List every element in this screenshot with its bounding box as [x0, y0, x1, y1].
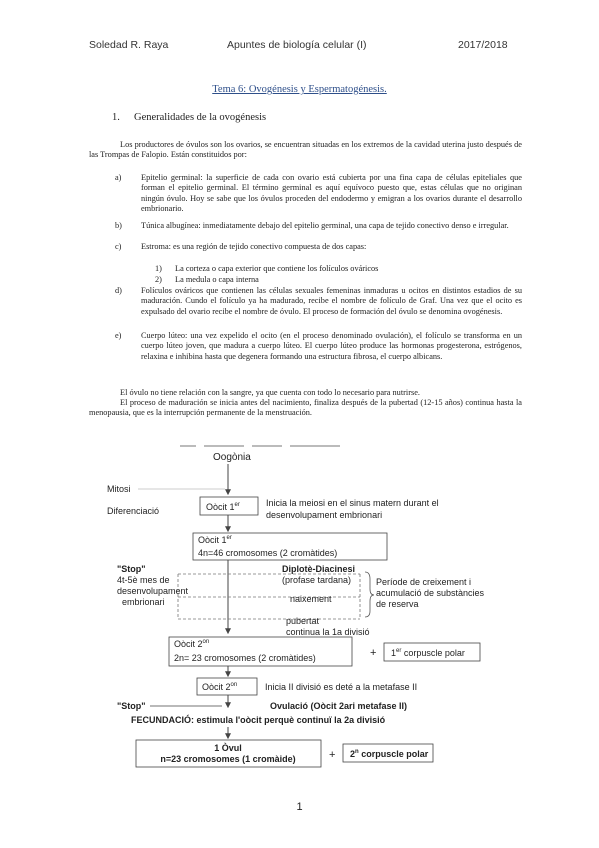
stop1-label: "Stop"	[117, 564, 146, 574]
sub-item-text: La medula o capa interna	[175, 275, 259, 284]
oogenesis-diagram	[0, 447, 599, 777]
section-heading	[112, 112, 266, 123]
pubertat-line2: continua la 1a divisió	[286, 627, 370, 637]
periode-line2: acumulació de substàncies	[376, 588, 485, 598]
list-marker: a)	[115, 173, 122, 182]
section-number: 1.	[112, 112, 120, 123]
plus-1: +	[370, 647, 377, 659]
stop1-line2: desenvolupament	[117, 586, 189, 596]
list-item-text: Cuerpo lúteo: una vez expelido el ocito (en el proceso denominado ovulación), el folículo se transforma en un cuerpo lúteo joven, que madura a cuerpo lúteo. El cuerpo lúteo produce las hormonas progesterona, estrógenos, relaxina e inhibina hasta que degenera formando una estructura fibrosa, el cuerpo albicans.	[141, 331, 522, 361]
profase-label: (profase tardana)	[282, 575, 352, 585]
header-year: 2017/2018	[458, 39, 508, 51]
list-item-text: Túnica albugínea: inmediatamente debajo del epitelio germinal, una capa de tejido conectivo denso e irregular.	[141, 221, 509, 230]
list-item-e	[115, 331, 522, 362]
oocit2b-label: Oòcit $2^{on}$	[202, 682, 238, 692]
inicia-meiosi-line1: Inicia la meiosi en el sinus matern durant el	[266, 498, 439, 508]
page-title: Tema 6: Ovogénesis y Espermatogénesis.	[212, 84, 387, 95]
list-marker: b)	[115, 221, 122, 230]
periode-line3: de reserva	[376, 599, 419, 609]
list-item-d	[115, 286, 522, 317]
naixement-label: naixement	[290, 594, 332, 604]
list-item-a	[115, 173, 522, 215]
oocit1b-label: Oòcit 1er	[198, 535, 232, 545]
faded-caption	[180, 437, 400, 443]
ovul-line2: n=23 cromosomes (1 cromàide)	[160, 754, 296, 764]
diplote-label: Diplotè-Diacinesi	[282, 564, 356, 574]
fecundacio-label: FECUNDACIÓ: estimula l'oòcit perquè continuï la 2a divisió	[131, 715, 386, 725]
sub-item-1	[155, 264, 515, 274]
brace	[365, 572, 374, 617]
sub-marker: 2)	[155, 275, 162, 284]
sub-marker: 1)	[155, 264, 162, 273]
corpuscle1-label: 1er corpuscle polar	[391, 648, 465, 658]
list-item-b	[115, 221, 522, 231]
list-marker: c)	[115, 242, 122, 251]
list-item-c	[115, 242, 522, 252]
pubertat-line1: pubertat	[286, 616, 320, 626]
page-number: 1	[296, 801, 303, 813]
diferenciacio-label: Diferenciació	[107, 506, 160, 516]
list-marker: e)	[115, 331, 122, 340]
ovul-line1: 1 Òvul	[214, 743, 242, 753]
cromosomes23-label: 2n= 23 cromosomes (2 cromàtides)	[174, 653, 316, 663]
cromosomes46-label: 4n=46 cromosomes (2 cromàtides)	[198, 548, 338, 558]
closing-paragraph-2: El proceso de maduración se inicia antes del nacimiento, finaliza después de la pubertad (12-15 años) continua hasta la menopausia, que es la interrupción permanente de la menstruación.	[89, 398, 522, 418]
list-item-text: Folículos ováricos que contienen las células sexuales femeninas inmaduras u ocitos en distintos estadios de su maduración. Cundo el folículo ya ha madurado, recibe el nombre de folículo de Graf. Una vez que el ocito es expulsado del ovario recibe el nombre de óvulo. El proceso de formación del óvulo se denomina ovogénesis.	[141, 286, 522, 316]
inicia2-label: Inicia II divisió es deté a la metafase II	[265, 682, 418, 692]
header-author: Soledad R. Raya	[89, 39, 169, 51]
sub-item-text: La corteza o capa exterior que contiene los folículos ováricos	[175, 264, 379, 273]
inicia-meiosi-line2: desenvolupament embrionari	[266, 510, 383, 520]
stop1-line1: 4t-5è mes de	[117, 575, 170, 585]
ovulacio-label: Ovulació (Oòcit 2ari metafase II)	[270, 701, 408, 711]
header-course: Apuntes de biología celular (I)	[227, 39, 367, 51]
section-title: Generalidades de la ovogénesis	[134, 112, 267, 123]
sub-item-2	[155, 275, 515, 285]
intro-paragraph: Los productores de óvulos son los ovarios, se encuentran situadas en los extremos de la cavidad uterina justo después de las Trompas de Falopio. Están constituidos por:	[89, 140, 522, 160]
oocit2-label: Oòcit $2^{on}$	[174, 639, 210, 649]
stop1-line3: embrionari	[122, 597, 165, 607]
closing-paragraph-1: El óvulo no tiene relación con la sangre, ya que cuenta con todo lo necesario para nutrirse.	[120, 388, 420, 397]
periode-line1: Període de creixement i	[376, 577, 472, 587]
corpuscle2-label: 2$^n$ corpuscle polar	[350, 749, 429, 759]
stop2-label: "Stop"	[117, 701, 146, 711]
oogonia-label: Oogònia	[213, 452, 251, 463]
list-marker: d)	[115, 286, 122, 295]
list-item-text: Epitelio germinal: la superficie de cada con ovario está cubierta por una fina capa de células epiteliales que forman el epitelio germinal. El término germinal es aquí equívoco puesto que, estas células que no originan ningún óvulo. Hoy se sabe que los óvulos proceden del endodermo y emigran a los ovarios durante el desarrollo embrionario.	[141, 173, 522, 214]
oocit1-label: Oòcit 1er	[206, 502, 240, 512]
mitosi-label: Mitosi	[107, 484, 131, 494]
list-item-text: Estroma: es una región de tejido conectivo compuesta de dos capas:	[141, 242, 367, 251]
plus-2: +	[329, 749, 336, 761]
